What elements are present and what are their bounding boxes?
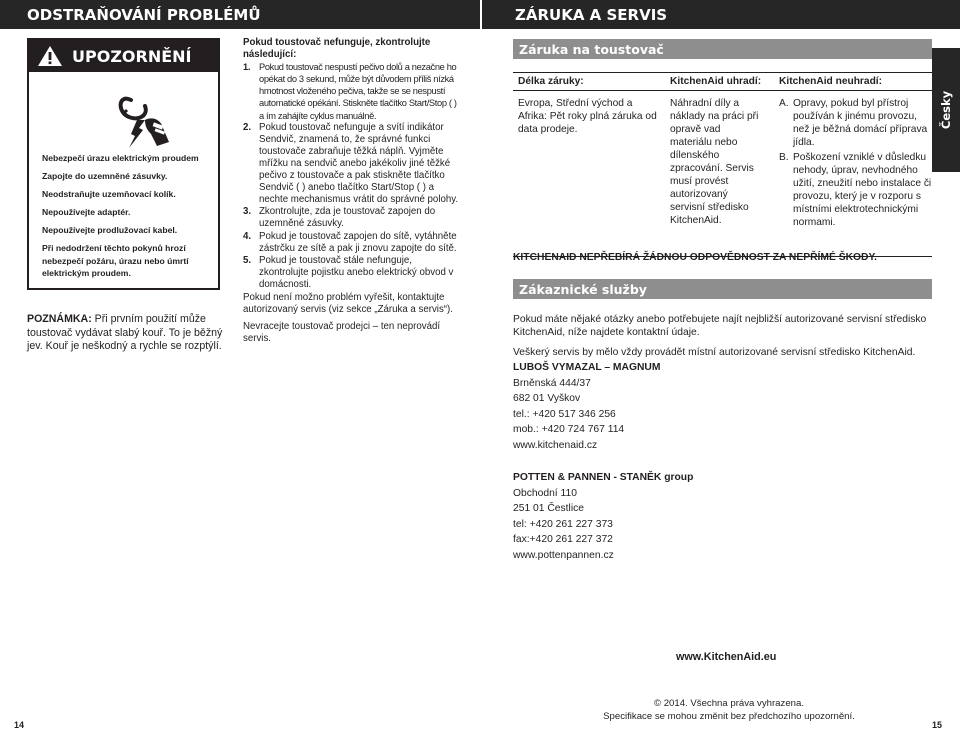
electric-shock-icon	[109, 80, 181, 150]
liability-disclaimer: KITCHENAID NEPŘEBÍRÁ ŽÁDNOU ODPOVĚDNOST ZA NEPŘÍMÉ ŠKODY.	[513, 252, 878, 263]
step-item	[243, 122, 461, 207]
left-page-title: ODSTRAŇOVÁNÍ PROBLÉMŮ	[27, 5, 261, 24]
troubleshooting-title: Pokud toustovač nefunguje, zkontrolujte následující:	[243, 37, 431, 61]
exclusion-item	[779, 97, 932, 149]
step-text: Pokud je toustovač stále nefunguje, zkontrolujte pojistku anebo elektrický obvod v domácnosti.	[259, 254, 454, 290]
step-text: Zkontrolujte, zda je toustovač zapojen do uzemněné zásuvky.	[259, 206, 436, 230]
warranty-table-row	[513, 91, 932, 257]
exclusions-list	[779, 97, 932, 229]
service-section-title: Zákaznické služby	[519, 281, 647, 297]
step-number: 4.	[243, 230, 252, 242]
step-number: 1.	[243, 62, 251, 73]
step-text: Pokud je toustovač zapojen do sítě, vytáhněte zástrčku ze sítě a pak ji znovu zapojte do sítě.	[259, 230, 457, 254]
service-section-header	[513, 279, 932, 299]
column-header: KitchenAid uhradí:	[670, 76, 762, 87]
exclusion-letter: B.	[779, 152, 789, 163]
warning-line: Neodstraňujte uzemňovací kolík.	[42, 189, 176, 199]
warranty-excludes-cell	[779, 97, 932, 256]
note-paragraph	[27, 313, 227, 354]
exclusion-item	[779, 151, 932, 229]
service-paragraph: Pokud máte nějaké otázky anebo potřebujete najít nejbližší autorizované servisní středisko KitchenAid, níže najdete kontaktní údaje.	[513, 314, 927, 339]
warranty-length-text: Evropa, Střední východ a Afrika: Pět roky plná záruka od data prodeje.	[518, 98, 657, 135]
step-number: 2.	[243, 121, 252, 133]
contact-line: Obchodní 110	[513, 487, 577, 499]
step-text: Pokud toustovač nespustí pečivo dolů a nezačne ho opékat do 3 sekund, může být důvodem příliš nízká hmotnost vloženého pečiva, takže se se nespustí automatické opékání. Stiskněte tlačítko Start/Stop ( ) a ím zahájíte cyklus manuálně.	[259, 62, 457, 121]
exclusion-text: Opravy, pokud byl přístroj používán k jinému provozu, než je běžná domácí příprava jídla.	[793, 98, 928, 148]
contact-line: 251 01 Čestlice	[513, 503, 584, 515]
warning-header	[29, 40, 218, 72]
warning-line: Nebezpečí úrazu elektrickým proudem	[42, 153, 199, 163]
warranty-section-header	[513, 39, 932, 59]
contact-name: LUBOŠ VYMAZAL – MAGNUM	[513, 362, 661, 373]
page-number-left: 14	[14, 720, 25, 730]
contact-website: www.pottenpannen.cz	[513, 549, 614, 561]
warning-lines	[42, 152, 212, 285]
warranty-section-title: Záruka na toustovač	[519, 41, 664, 57]
contact-line: 682 01 Vyškov	[513, 393, 581, 405]
right-page-header	[482, 0, 960, 29]
contact-line: fax:+420 261 227 372	[513, 534, 613, 546]
note-text: Při prvním použití může toustovač vydávat slabý kouř. To je běžný jev. Kouř je neškodný a rychle se rozptýlí.	[27, 313, 223, 353]
warranty-table	[513, 72, 932, 257]
page-number-right: 15	[932, 720, 943, 730]
step-number: 5.	[243, 254, 252, 266]
contact-line: tel.: +420 517 346 256	[513, 408, 616, 420]
warning-triangle-icon	[37, 45, 63, 67]
disclaimer-line: Specifikace se mohou změnit bez předchozího upozornění.	[603, 710, 855, 722]
warranty-table-header	[513, 72, 932, 91]
service-text	[513, 313, 933, 365]
copyright-line: © 2014. Všechna práva vyhrazena.	[653, 698, 804, 709]
no-return-paragraph: Nevracejte toustovač prodejci – ten neprovádí servis.	[243, 321, 441, 345]
contact-line: Brněnská 444/37	[513, 377, 591, 389]
troubleshooting-section	[243, 37, 461, 345]
contact-line: mob.: +420 724 767 114	[513, 424, 625, 436]
contact-line: tel: +420 261 227 373	[513, 518, 613, 530]
language-tab-label: Česky	[939, 90, 953, 130]
service-paragraph: Veškerý servis by mělo vždy provádět místní autorizované servisní středisko KitchenAid.	[513, 346, 916, 358]
language-tab	[932, 48, 960, 172]
step-number: 3.	[243, 206, 252, 218]
troubleshooting-steps	[243, 61, 461, 291]
step-item	[243, 255, 461, 291]
warning-line: Nepoužívejte prodlužovací kabel.	[42, 225, 178, 235]
contact-website: www.kitchenaid.cz	[513, 439, 598, 451]
warranty-length-cell	[513, 97, 669, 256]
step-item	[243, 61, 461, 121]
warning-box	[27, 38, 220, 290]
left-page-header	[0, 0, 480, 29]
warranty-covers-cell	[669, 97, 779, 256]
warning-line: Nepoužívejte adaptér.	[42, 207, 131, 217]
column-header: Délka záruky:	[518, 76, 584, 87]
warning-title: UPOZORNĚNÍ	[72, 46, 192, 66]
warranty-covers-text: Náhradní díly a náklady na práci při opravě vad materiálu nebo dílenského zpracování. Servis musí provést autorizovaný servisní středisko KitchenAid.	[670, 98, 759, 226]
warning-line: Zapojte do uzemněné zásuvky.	[42, 171, 168, 181]
brand-website: www.KitchenAid.eu	[676, 651, 777, 663]
copyright-notice	[555, 698, 903, 723]
right-page-title: ZÁRUKA A SERVIS	[515, 5, 668, 24]
exclusion-letter: A.	[779, 98, 789, 109]
column-header: KitchenAid neuhradí:	[779, 76, 883, 87]
contact-block	[513, 360, 660, 454]
contact-service-paragraph: Pokud není možno problém vyřešit, kontaktujte autorizovaný servis (viz sekce „Záruka a servis“).	[243, 291, 453, 316]
note-label: POZNÁMKA:	[27, 313, 92, 325]
step-text: Pokud toustovač nefunguje a svítí indikátor Sendvič, znamená to, že správné funkci toustovače zabraňuje těžká náplň. Vyjměte mřížku na sendvič anebo jakékoliv jiné těžké pečivo z toustovače a pak stiskněte tlačítko Sendvič ( ) anebo tlačítko Start/Stop ( ) a nechte mechanismus vrátit do správné polohy.	[259, 121, 459, 206]
step-item	[243, 206, 461, 230]
exclusion-text: Poškození vzniklé v důsledku nehody, úprav, nevhodného užití, zneužití nebo instalace či provozu, který je v rozporu s místními elektrotechnickými normami.	[793, 152, 932, 228]
step-item	[243, 231, 461, 255]
warning-line: Při nedodržení těchto pokynů hrozí nebezpečí požáru, úrazu nebo úmrtí elektrickým proudem.	[42, 243, 189, 278]
contact-name: POTTEN & PANNEN - STANĚK group	[513, 472, 694, 483]
contact-block	[513, 470, 693, 564]
